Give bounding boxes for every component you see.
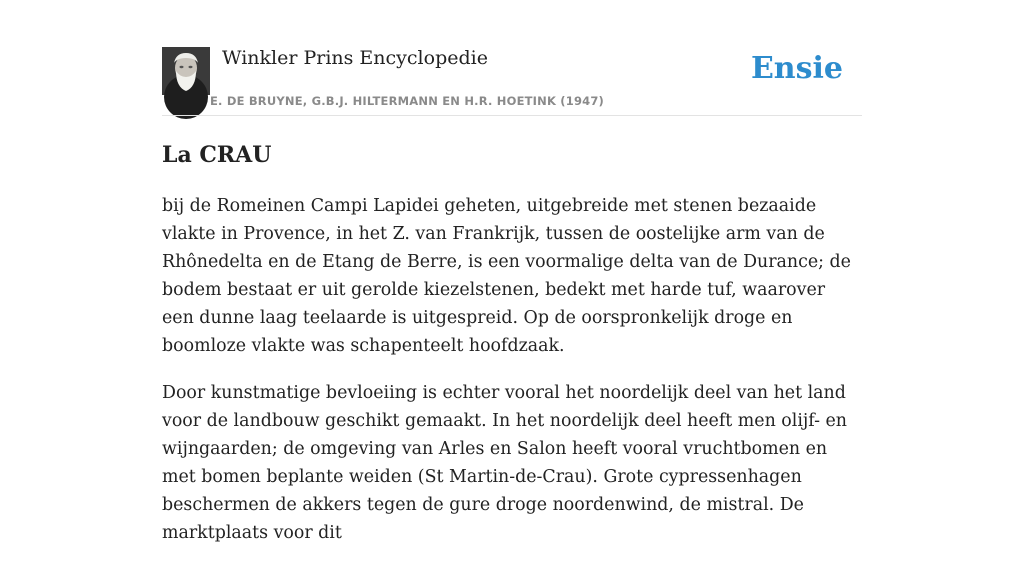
entry-body	[162, 192, 862, 566]
entry-paragraph: Door kunstmatige bevloeiing is echter vooral het noordelijk deel van het land voor de landbouw geschikt gemaakt. In het noordelijk deel heeft men olijf- en wijngaarden; de omgeving van Arles en Salon heeft vooral vruchtbomen en met bomen beplante weiden (St Martin-de-Crau). Grote cypressenhagen beschermen de akkers tegen de gure droge noordenwind, de mistral. De marktplaats voor dit	[162, 383, 847, 543]
author-portrait-icon	[162, 47, 210, 95]
author-avatar[interactable]	[162, 47, 210, 95]
site-title[interactable]: Winkler Prins Encyclopedie	[222, 47, 488, 69]
editor-credits: E. DE BRUYNE, G.B.J. HILTERMANN EN H.R. HOETINK (1947)	[210, 94, 605, 108]
header-divider	[162, 115, 862, 116]
entry-title: La CRAU	[162, 142, 272, 168]
ensie-logo-link[interactable]: Ensie	[750, 51, 843, 86]
entry-paragraph: bij de Romeinen Campi Lapidei geheten, uitgebreide met stenen bezaaide vlakte in Provence, in het Z. van Frankrijk, tussen de oostelijke arm van de Rhônedelta en de Etang de Berre, is een voormalige delta van de Durance; de bodem bestaat er uit gerolde kiezelstenen, bedekt met harde tuf, waarover een dunne laag teelaarde is uitgespreid. Op de oorspronkelijk droge en boomloze vlakte was schapenteelt hoofdzaak.	[162, 196, 851, 356]
